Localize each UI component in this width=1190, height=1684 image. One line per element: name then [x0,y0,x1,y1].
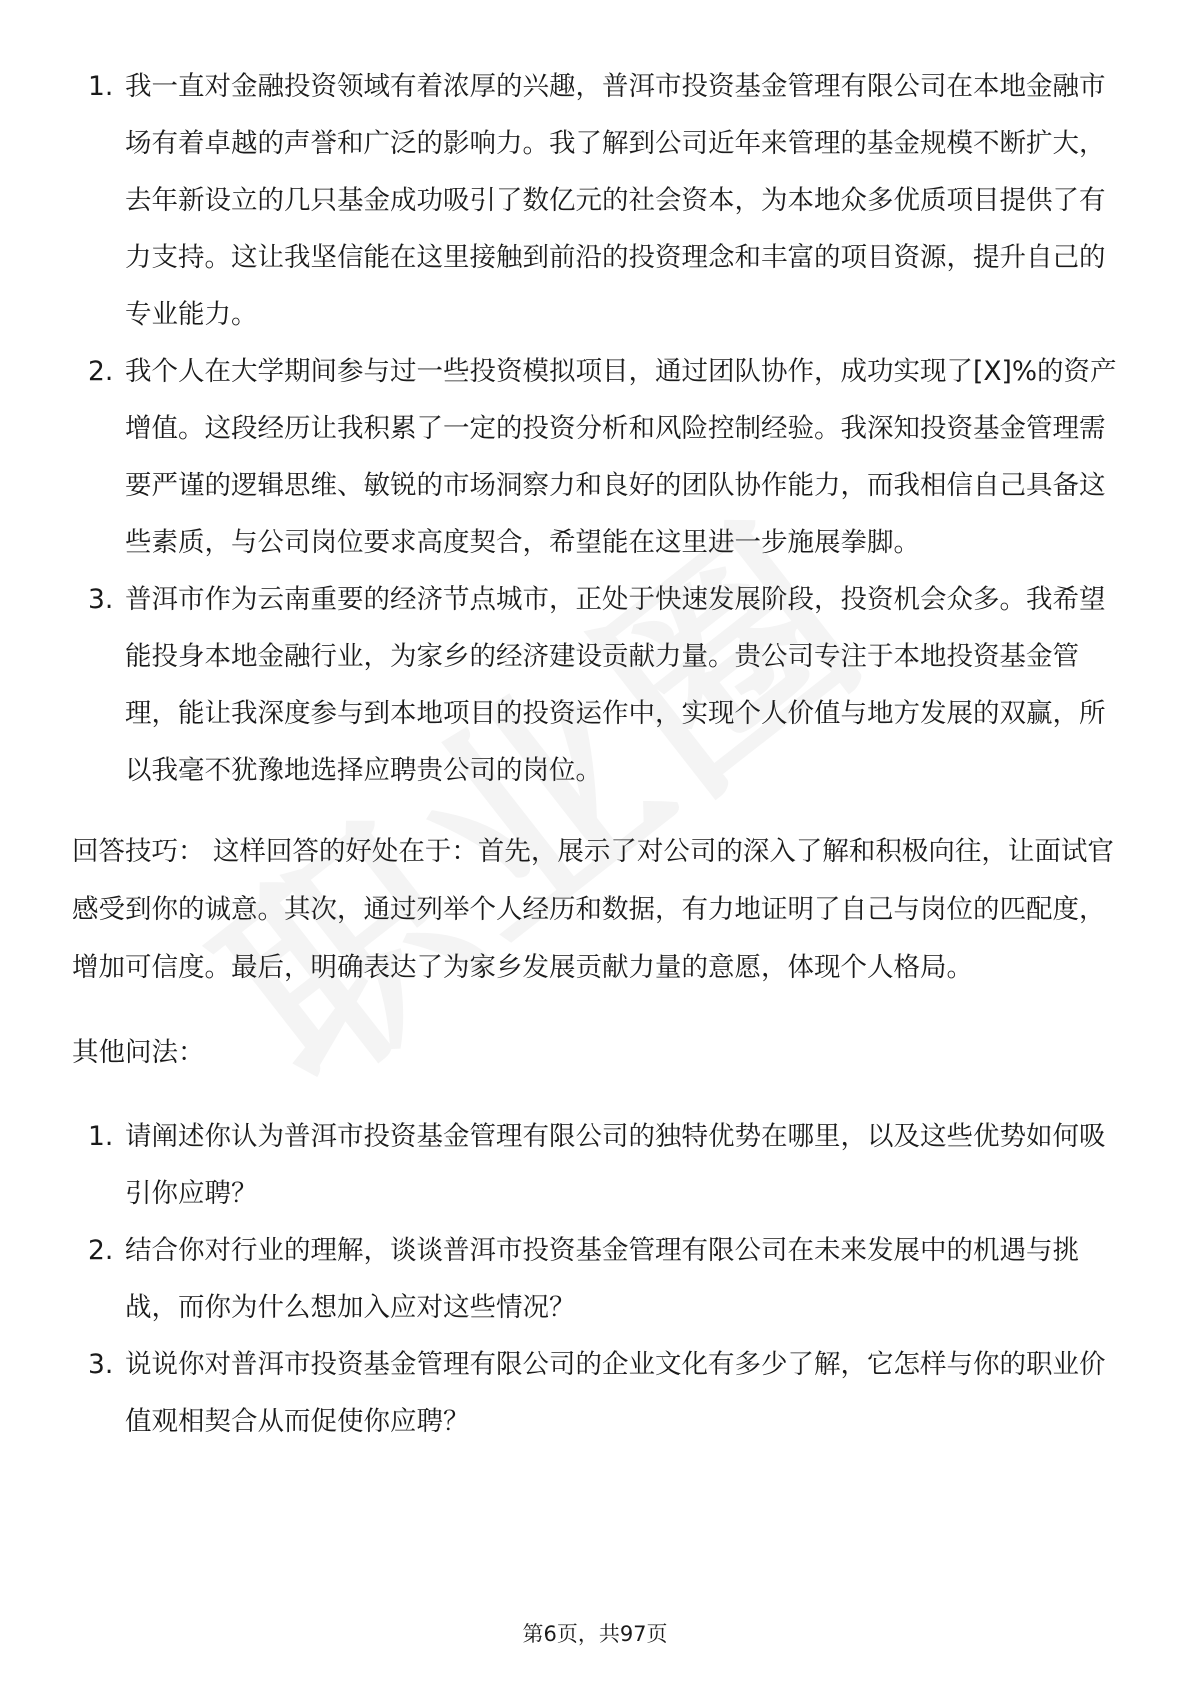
list-item-text: 结合你对行业的理解，谈谈普洱市投资基金管理有限公司在未来发展中的机遇与挑战，而你为什么想加入应对这些情况？ [125,1235,1079,1323]
list-item [72,58,1122,343]
page-number-footer: 第6页，共97页 [522,1622,668,1646]
list-number: 1. [88,71,114,102]
other-questions-heading: 其他问法： [72,1036,205,1068]
list-number: 1. [88,1121,114,1152]
list-number: 2. [88,356,114,387]
list-item [72,1222,1122,1336]
list-item [72,343,1122,571]
list-item-text: 我个人在大学期间参与过一些投资模拟项目，通过团队协作，成功实现了[X]%的资产增值。这段经历让我积累了一定的投资分析和风险控制经验。我深知投资基金管理需要严谨的逻辑思维、敏锐的市场洞察力和良好的团队协作能力，而我相信自己具备这些素质，与公司岗位要求高度契合，希望能在这里进一步施展拳脚。 [125,356,1117,558]
answer-list [72,58,1122,799]
other-questions-list [72,1108,1122,1450]
list-item [72,1336,1122,1450]
list-item [72,571,1122,799]
list-number: 2. [88,1235,114,1266]
list-number: 3. [88,1349,114,1380]
list-item [72,1108,1122,1222]
list-number: 3. [88,584,114,615]
answer-tips: 回答技巧： 这样回答的好处在于：首先，展示了对公司的深入了解和积极向往，让面试官感受到你的诚意。其次，通过列举个人经历和数据，有力地证明了自己与岗位的匹配度，增加可信度。最后，明确表达了为家乡发展贡献力量的意愿，体现个人格局。 [72,836,1114,983]
document-content [72,58,1122,1450]
list-item-text: 说说你对普洱市投资基金管理有限公司的企业文化有多少了解，它怎样与你的职业价值观相契合从而促使你应聘？ [125,1349,1106,1437]
list-item-text: 我一直对金融投资领域有着浓厚的兴趣，普洱市投资基金管理有限公司在本地金融市场有着卓越的声誉和广泛的影响力。我了解到公司近年来管理的基金规模不断扩大，去年新设立的几只基金成功吸引了数亿元的社会资本，为本地众多优质项目提供了有力支持。这让我坚信能在这里接触到前沿的投资理念和丰富的项目资源，提升自己的专业能力。 [125,71,1106,330]
list-item-text: 请阐述你认为普洱市投资基金管理有限公司的独特优势在哪里，以及这些优势如何吸引你应聘？ [125,1121,1106,1209]
list-item-text: 普洱市作为云南重要的经济节点城市，正处于快速发展阶段，投资机会众多。我希望能投身本地金融行业，为家乡的经济建设贡献力量。贵公司专注于本地投资基金管理，能让我深度参与到本地项目的投资运作中，实现个人价值与地方发展的双赢，所以我毫不犹豫地选择应聘贵公司的岗位。 [125,584,1106,786]
